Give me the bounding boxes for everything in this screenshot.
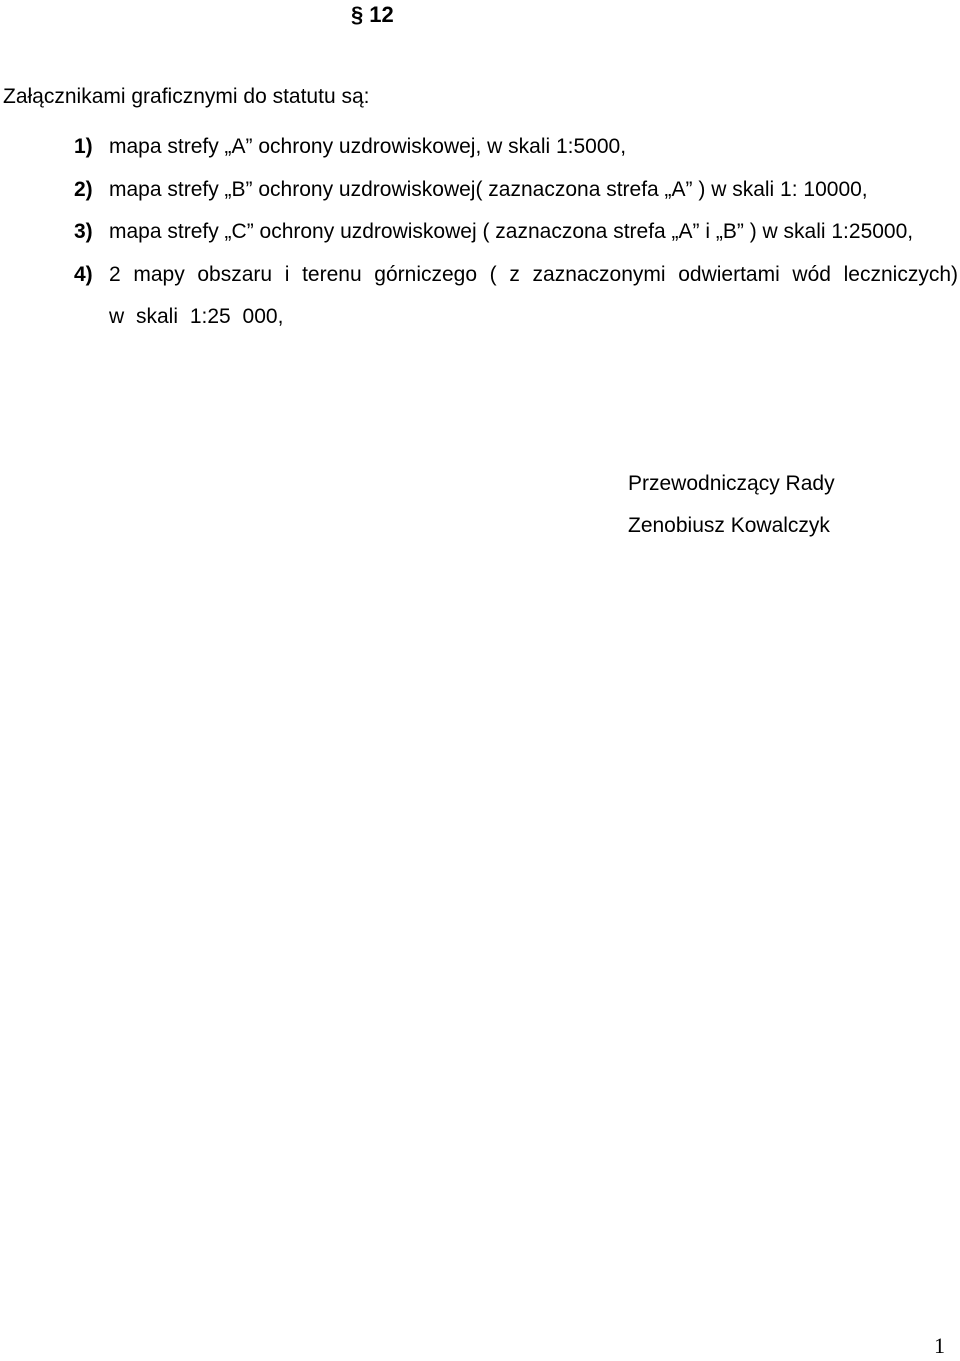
signature-name: Zenobiusz Kowalczyk (628, 514, 830, 537)
list-item (74, 211, 958, 254)
list-item-text: 2 mapy obszaru i terenu górniczego ( z zaznaczonymi odwiertami wód leczniczych) w skali 1:25 000, (109, 262, 958, 328)
list-item (74, 169, 958, 212)
attachments-list (74, 126, 958, 339)
section-symbol: § (351, 2, 364, 27)
list-item-text: mapa strefy „C” ochrony uzdrowiskowej ( zaznaczona strefa „A” i „B” ) w skali 1:25000, (109, 220, 914, 243)
page-number: 1 (934, 1333, 945, 1358)
intro-paragraph: Załącznikami graficznymi do statutu są: (3, 85, 370, 108)
list-item-number: 1) (74, 135, 93, 158)
list-item-text: mapa strefy „A” ochrony uzdrowiskowej, w skali 1:5000, (109, 135, 627, 158)
section-number: 12 (369, 2, 394, 27)
signature-block (628, 463, 835, 547)
list-item (74, 254, 958, 339)
section-heading (351, 2, 394, 28)
list-item-number: 4) (74, 262, 93, 286)
list-item-text: mapa strefy „B” ochrony uzdrowiskowej( zaznaczona strefa „A” ) w skali 1: 10000, (109, 177, 868, 201)
signature-title: Przewodniczący Rady (628, 472, 835, 495)
list-item-number: 3) (74, 220, 93, 243)
list-item-number: 2) (74, 177, 93, 201)
list-item (74, 126, 958, 169)
